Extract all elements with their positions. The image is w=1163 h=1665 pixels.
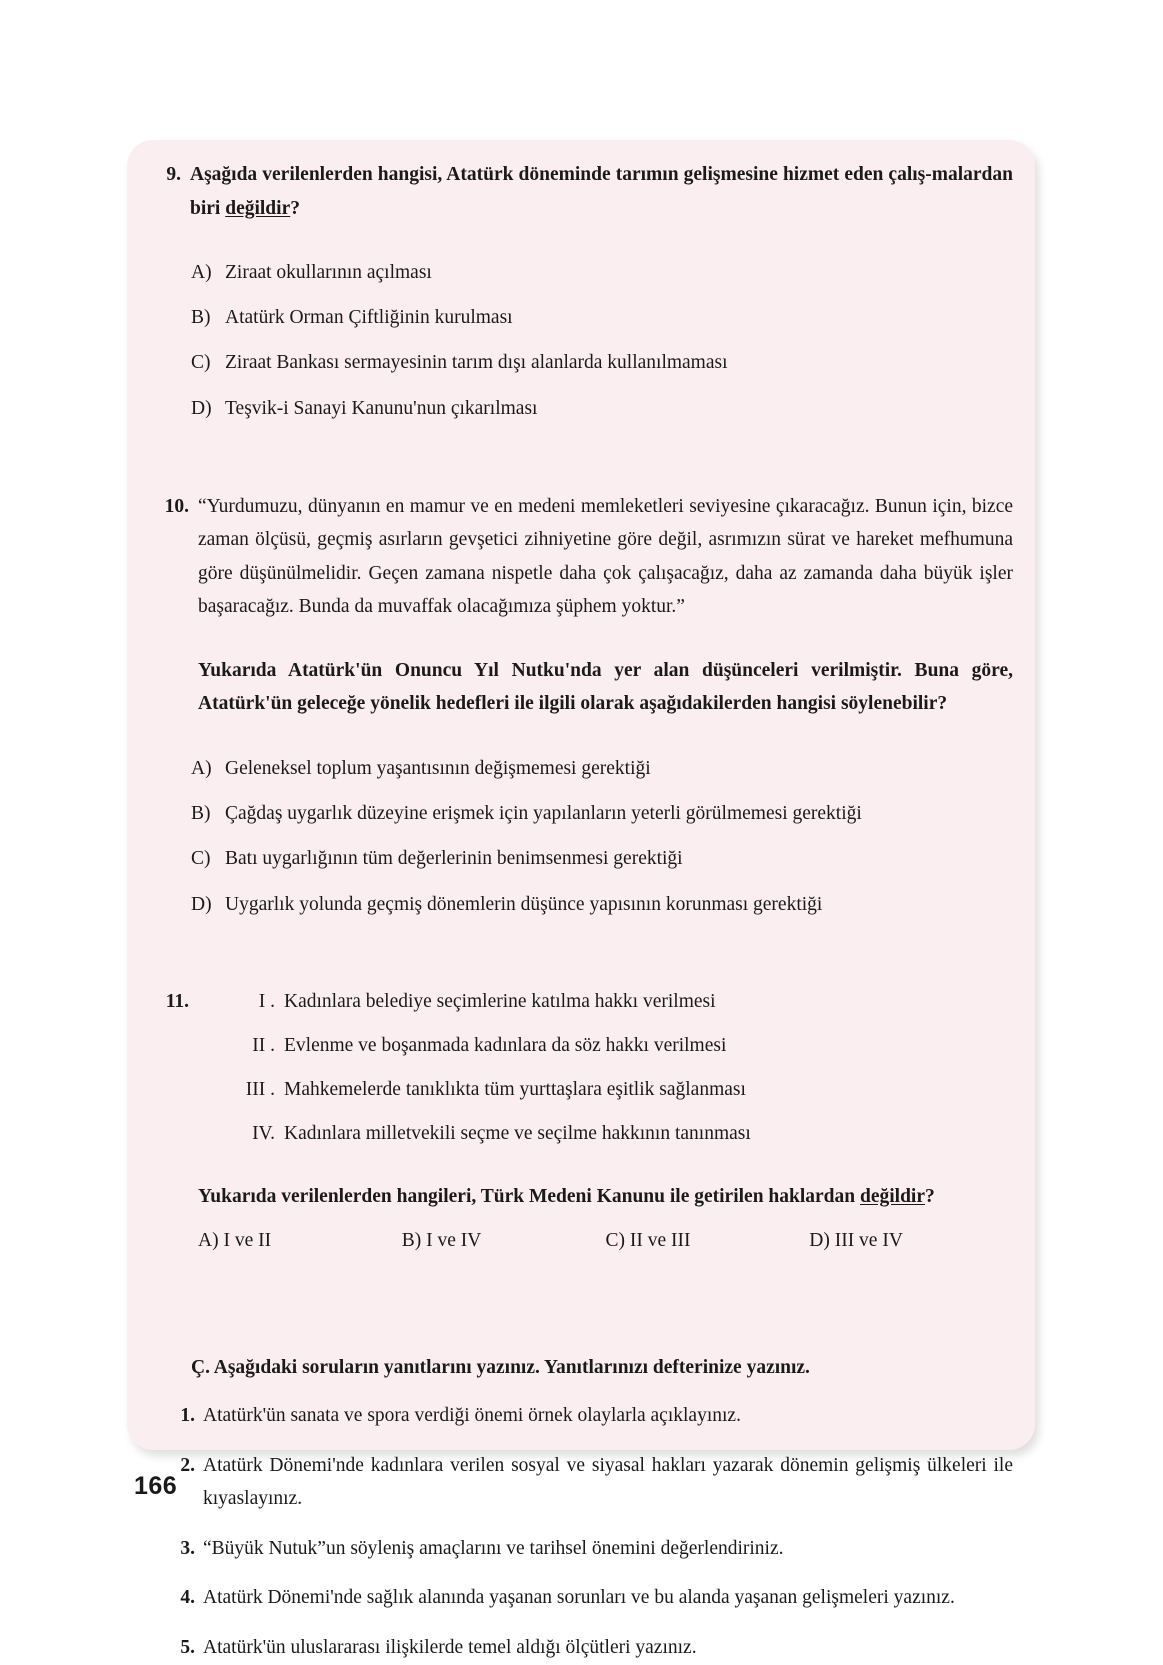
- question-9-stem: [181, 158, 1013, 225]
- roman-text: Evlenme ve boşanmada kadınlara da söz hakkı verilmesi: [284, 1034, 727, 1056]
- spacer: [149, 721, 1013, 739]
- spacer: [149, 1256, 1013, 1322]
- option-text: Ziraat Bankası sermayesinin tarım dışı alanlarda kullanılmaması: [225, 352, 728, 374]
- roman-numeral: III .: [245, 1079, 275, 1101]
- option-letter: B): [191, 803, 211, 825]
- question-9-stem-row: [149, 158, 1013, 225]
- option-letter: B): [191, 307, 211, 329]
- option-letter: D): [191, 397, 212, 419]
- roman-text: Kadınlara milletvekili seçme ve seçilme hakkının tanınması: [284, 1123, 751, 1145]
- question-10-lead: Yukarıda Atatürk'ün Onuncu Yıl Nutku'nda yer alan düşünceleri verilmiştir. Buna göre, Atatürk'ün geleceğe yönelik hedefleri ile ilgili olarak aşağıdakilerden hangisi söylenebilir?: [198, 659, 1013, 715]
- question-9-option-b[interactable]: [149, 302, 1013, 333]
- roman-numeral: IV.: [252, 1123, 275, 1145]
- question-11-choice-c[interactable]: C) II ve III: [605, 1230, 691, 1252]
- question-9-stem-part2: ?: [290, 197, 300, 219]
- question-11-item-1: [189, 986, 1013, 1017]
- question-11-lead-part2: ?: [925, 1185, 935, 1207]
- item-text: Atatürk Dönemi'nde kadınlara verilen sosyal ve siyasal hakları yazarak dönemin gelişmiş ülkeleri ile kıyaslayınız.: [203, 1455, 1013, 1509]
- option-text: Ziraat okullarının açılması: [225, 262, 432, 284]
- section-c-title: Ç. Aşağıdaki soruların yanıtlarını yazınız. Yanıtlarınızı defterinize yazınız.: [191, 1357, 810, 1379]
- item-number: 2.: [180, 1455, 195, 1477]
- spacer: [149, 920, 1013, 986]
- section-c-item-5: [149, 1632, 1013, 1665]
- question-10-option-b[interactable]: [149, 798, 1013, 829]
- option-letter: A): [191, 262, 212, 284]
- question-9-stem-emphasis: değildir: [225, 197, 291, 219]
- spacer: [149, 1150, 1013, 1180]
- question-10-number: 10.: [164, 495, 189, 517]
- spacer: [149, 424, 1013, 490]
- question-10-option-d[interactable]: [149, 889, 1013, 920]
- question-10-option-a[interactable]: [149, 753, 1013, 784]
- option-text: Batı uygarlığının tüm değerlerinin benimsenmesi gerektiği: [225, 848, 683, 870]
- question-11-item-2: [189, 1030, 1013, 1061]
- option-letter: D): [191, 893, 212, 915]
- question-11-number: 11.: [165, 990, 189, 1012]
- question-11-lead-emphasis: değildir: [860, 1185, 926, 1207]
- question-9-stem-part1: Aşağıda verilenlerden hangisi, Atatürk döneminde tarımın gelişmesine hizmet eden çalış-malardan biri: [190, 164, 1013, 219]
- question-9-option-c[interactable]: [149, 347, 1013, 378]
- question-11: [149, 986, 1013, 1256]
- spacer: [149, 225, 1013, 243]
- roman-text: Mahkemelerde tanıklıkta tüm yurttaşlara eşitlik sağlanması: [284, 1079, 746, 1101]
- question-10-passage-row: [149, 490, 1013, 624]
- item-number: 1.: [180, 1405, 195, 1427]
- roman-numeral: I .: [258, 990, 275, 1012]
- question-9-number: 9.: [166, 164, 181, 185]
- item-text: “Büyük Nutuk”un söyleniş amaçlarını ve tarihsel önemini değerlendiriniz.: [203, 1537, 784, 1559]
- question-9-option-a[interactable]: [149, 257, 1013, 288]
- item-number: 3.: [180, 1537, 195, 1559]
- question-11-lead: [149, 1180, 1013, 1214]
- option-text: Teşvik-i Sanayi Kanunu'nun çıkarılması: [225, 397, 538, 419]
- spacer: [149, 1322, 1013, 1352]
- question-10-option-c[interactable]: [149, 843, 1013, 874]
- item-text: Atatürk'ün sanata ve spora verdiği önemi örnek olaylarla açıklayınız.: [203, 1405, 741, 1427]
- question-11-choice-d[interactable]: D) III ve IV: [809, 1230, 903, 1252]
- question-11-head: [149, 986, 1013, 1150]
- roman-numeral: II .: [252, 1034, 275, 1056]
- question-11-item-3: [189, 1074, 1013, 1105]
- question-11-choices: [149, 1225, 1013, 1256]
- question-10: [149, 490, 1013, 920]
- question-10-passage: “Yurdumuzu, dünyanın en mamur ve en medeni memleketleri seviyesine çıkaracağız. Bunun için, bizce zaman ölçüsü, geçmiş asırların gevşetici zihniyetine göre değil, asrımızın sürat ve hareket mefhumuna göre düşünülmelidir. Geçen zamana nispetle daha çok çalışacağız, daha az zamanda daha büyük işler başaracağız. Bunda da muvaffak olacağımıza şüphem yoktur.”: [198, 495, 1013, 618]
- roman-text: Kadınlara belediye seçimlerine katılma hakkı verilmesi: [284, 990, 716, 1012]
- option-text: Geleneksel toplum yaşantısının değişmemesi gerektiği: [225, 758, 651, 779]
- question-9-option-d[interactable]: [149, 393, 1013, 424]
- section-c-item-4: [149, 1582, 1013, 1615]
- section-c-item-3: [149, 1533, 1013, 1566]
- spacer: [149, 624, 1013, 654]
- option-text: Atatürk Orman Çiftliğinin kurulması: [225, 307, 513, 329]
- option-letter: A): [191, 758, 212, 779]
- item-number: 5.: [180, 1637, 195, 1659]
- item-number: 4.: [180, 1587, 195, 1609]
- question-11-item-4: [189, 1118, 1013, 1149]
- option-text: Uygarlık yolunda geçmiş dönemlerin düşünce yapısının korunması gerektiği: [225, 893, 823, 915]
- question-11-choice-a[interactable]: A) I ve II: [198, 1230, 272, 1252]
- item-text: Atatürk'ün uluslararası ilişkilerde temel aldığı ölçütleri yazınız.: [203, 1637, 697, 1659]
- question-11-choice-b[interactable]: B) I ve IV: [401, 1230, 482, 1252]
- section-c-item-1: [149, 1400, 1013, 1433]
- option-letter: C): [191, 352, 211, 374]
- option-letter: C): [191, 848, 211, 870]
- option-text: Çağdaş uygarlık düzeyine erişmek için yapılanların yeterli görülmemesi gerektiği: [225, 803, 862, 825]
- page-number: 166: [134, 1472, 178, 1500]
- section-c: [149, 1352, 1013, 1665]
- section-c-item-2: [149, 1450, 1013, 1516]
- question-11-lead-part1: Yukarıda verilenlerden hangileri, Türk Medeni Kanunu ile getirilen haklardan: [198, 1185, 860, 1207]
- item-text: Atatürk Dönemi'nde sağlık alanında yaşanan sorunları ve bu alanda yaşanan gelişmeleri yazınız.: [203, 1587, 955, 1609]
- question-9: [149, 158, 1013, 424]
